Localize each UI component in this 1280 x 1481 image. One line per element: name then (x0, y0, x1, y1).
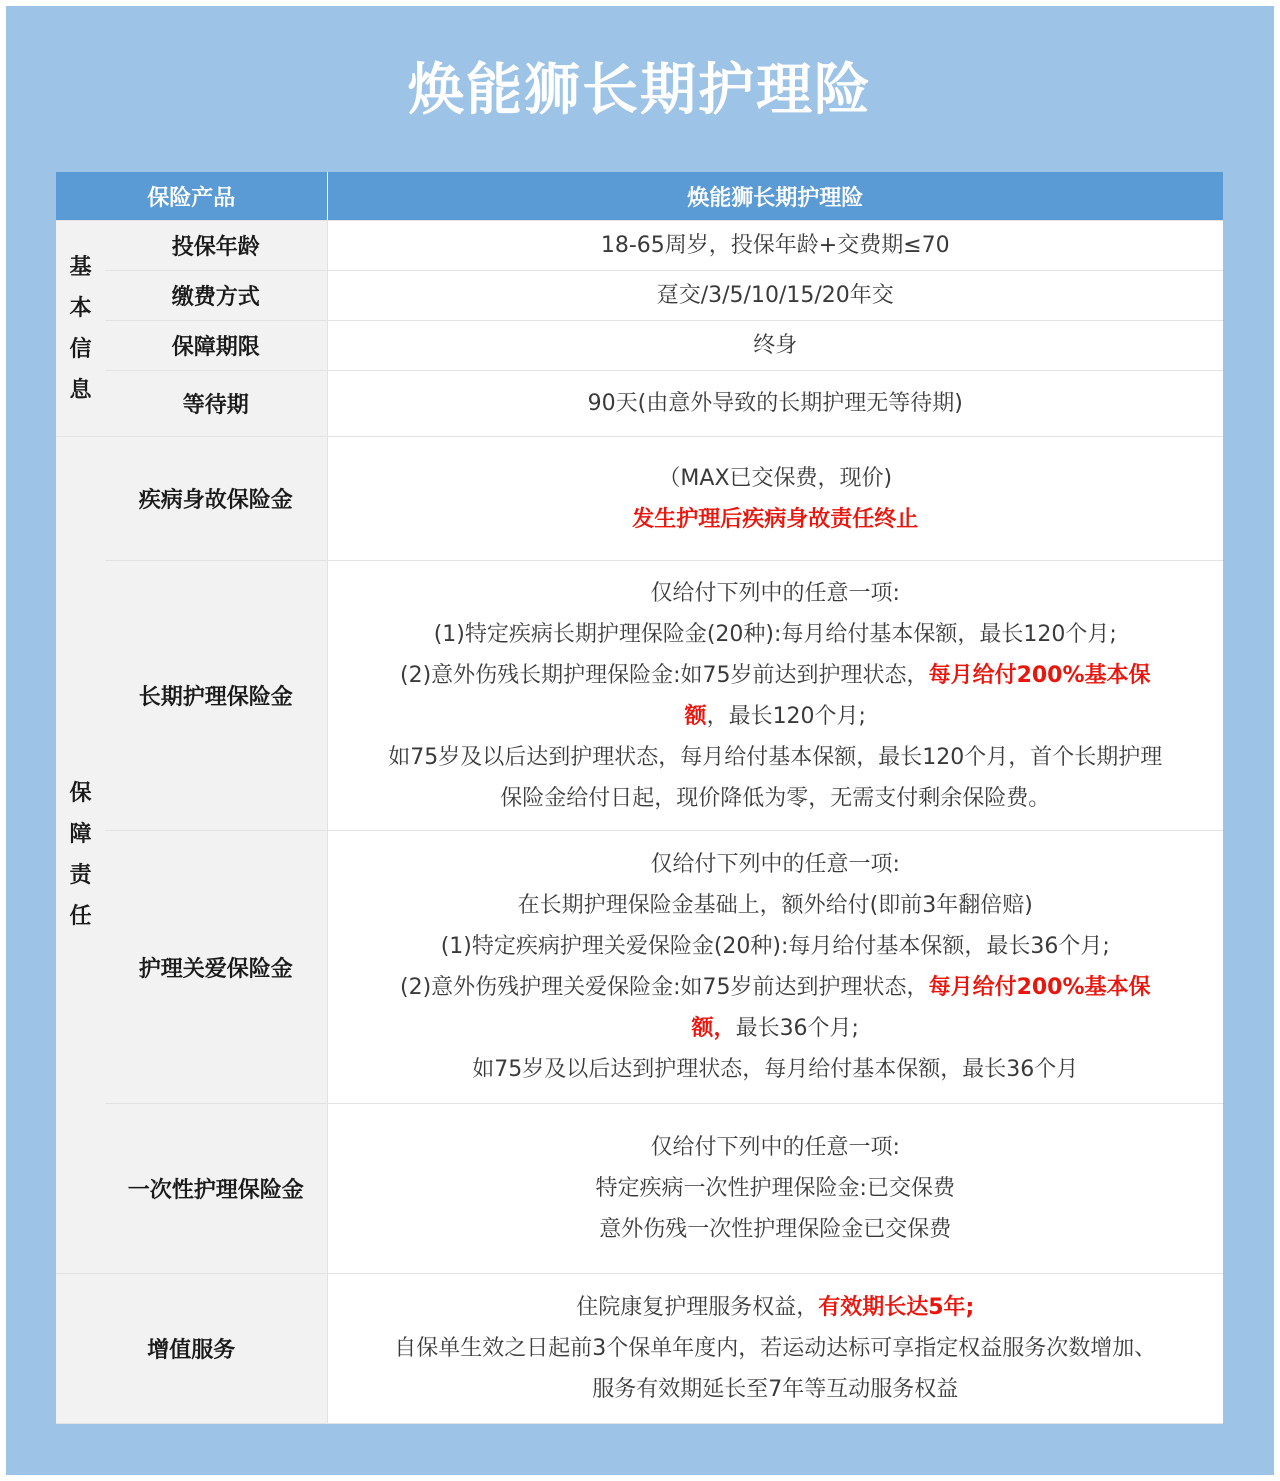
service-line-1-highlight: 有效期长达5年; (818, 1295, 975, 1320)
row-value-ltc (327, 561, 1223, 831)
table-row (56, 1104, 1223, 1274)
care-line-5 (328, 1008, 1224, 1049)
table-row (56, 831, 1223, 1104)
row-label-waiting: 等待期 (105, 371, 327, 437)
row-value-lump (327, 1104, 1223, 1274)
death-line-1: （MAX已交保费，现价) (658, 465, 893, 491)
group-basic-info: 基 本 信 息 (56, 221, 105, 437)
table-row (56, 561, 1223, 831)
table-row (56, 371, 1223, 437)
row-value-age: 18-65周岁，投保年龄+交费期≤70 (327, 221, 1223, 271)
table-row (56, 221, 1223, 271)
care-line-2: 在长期护理保险金基础上，额外给付(即前3年翻倍赔) (517, 893, 1033, 918)
table-row (56, 437, 1223, 561)
care-line-6: 如75岁及以后达到护理状态，每月给付基本保额，最长36个月 (472, 1057, 1079, 1082)
table-row (56, 1274, 1223, 1424)
service-line-1 (328, 1287, 1224, 1328)
care-line-4-highlight: 每月给付200%基本保 (928, 975, 1151, 1000)
care-line-5-text: 最长36个月; (735, 1016, 859, 1041)
ltc-line-3 (328, 655, 1224, 696)
header-product-name: 焕能狮长期护理险 (327, 172, 1223, 221)
care-line-5-highlight: 额， (691, 1016, 736, 1041)
row-label-payment: 缴费方式 (105, 271, 327, 321)
ltc-line-1: 仅给付下列中的任意一项: (650, 580, 900, 606)
care-line-4-text: (2)意外伤残护理关爱保险金:如75岁前达到护理状态， (399, 975, 929, 1000)
ltc-line-5: 如75岁及以后达到护理状态，每月给付基本保额，最长120个月，首个长期护理 (388, 744, 1163, 770)
table-row (56, 321, 1223, 371)
care-line-1: 仅给付下列中的任意一项: (650, 852, 900, 877)
service-line-2: 自保单生效之日起前3个保单年度内，若运动达标可享指定权益服务次数增加、 (394, 1336, 1157, 1361)
row-value-term: 终身 (327, 321, 1223, 371)
ltc-line-4 (328, 696, 1224, 737)
row-label-term: 保障期限 (105, 321, 327, 371)
care-line-4 (328, 967, 1224, 1008)
death-line-2: 发生护理后疾病身故责任终止 (632, 506, 919, 532)
care-line-3: (1)特定疾病护理关爱保险金(20种):每月给付基本保额，最长36个月; (440, 934, 1110, 959)
ltc-line-3-text: (2)意外伤残长期护理保险金:如75岁前达到护理状态， (399, 662, 929, 688)
insurance-info-table (56, 172, 1223, 1424)
table-row (56, 271, 1223, 321)
row-value-death (327, 437, 1223, 561)
service-line-1-text: 住院康复护理服务权益， (576, 1295, 819, 1320)
table-header-row (56, 172, 1223, 221)
row-value-payment: 趸交/3/5/10/15/20年交 (327, 271, 1223, 321)
row-label-care: 护理关爱保险金 (105, 831, 327, 1104)
row-label-lump: 一次性护理保险金 (105, 1104, 327, 1274)
ltc-line-2: (1)特定疾病长期护理保险金(20种):每月给付基本保额，最长120个月; (433, 621, 1117, 647)
ltc-line-4-highlight: 额 (684, 703, 707, 729)
row-label-service: 增值服务 (56, 1274, 327, 1424)
lump-line-3: 意外伤残一次性护理保险金已交保费 (599, 1217, 952, 1242)
row-value-waiting: 90天(由意外导致的长期护理无等待期) (327, 371, 1223, 437)
lump-line-1: 仅给付下列中的任意一项: (650, 1135, 900, 1160)
ltc-line-3-highlight: 每月给付200%基本保 (928, 662, 1151, 688)
row-label-age: 投保年龄 (105, 221, 327, 271)
row-value-service (327, 1274, 1223, 1424)
ltc-line-4-text: ，最长120个月; (706, 703, 866, 729)
group-coverage: 保 障 责 任 (56, 437, 105, 1274)
row-label-ltc: 长期护理保险金 (105, 561, 327, 831)
header-product-label: 保险产品 (56, 172, 327, 221)
lump-line-2: 特定疾病一次性护理保险金:已交保费 (595, 1176, 955, 1201)
row-value-care (327, 831, 1223, 1104)
row-label-death: 疾病身故保险金 (105, 437, 327, 561)
ltc-line-6: 保险金给付日起，现价降低为零，无需支付剩余保险费。 (500, 785, 1051, 811)
service-line-3: 服务有效期延长至7年等互动服务权益 (592, 1377, 959, 1402)
page-title: 焕能狮长期护理险 (408, 58, 872, 123)
